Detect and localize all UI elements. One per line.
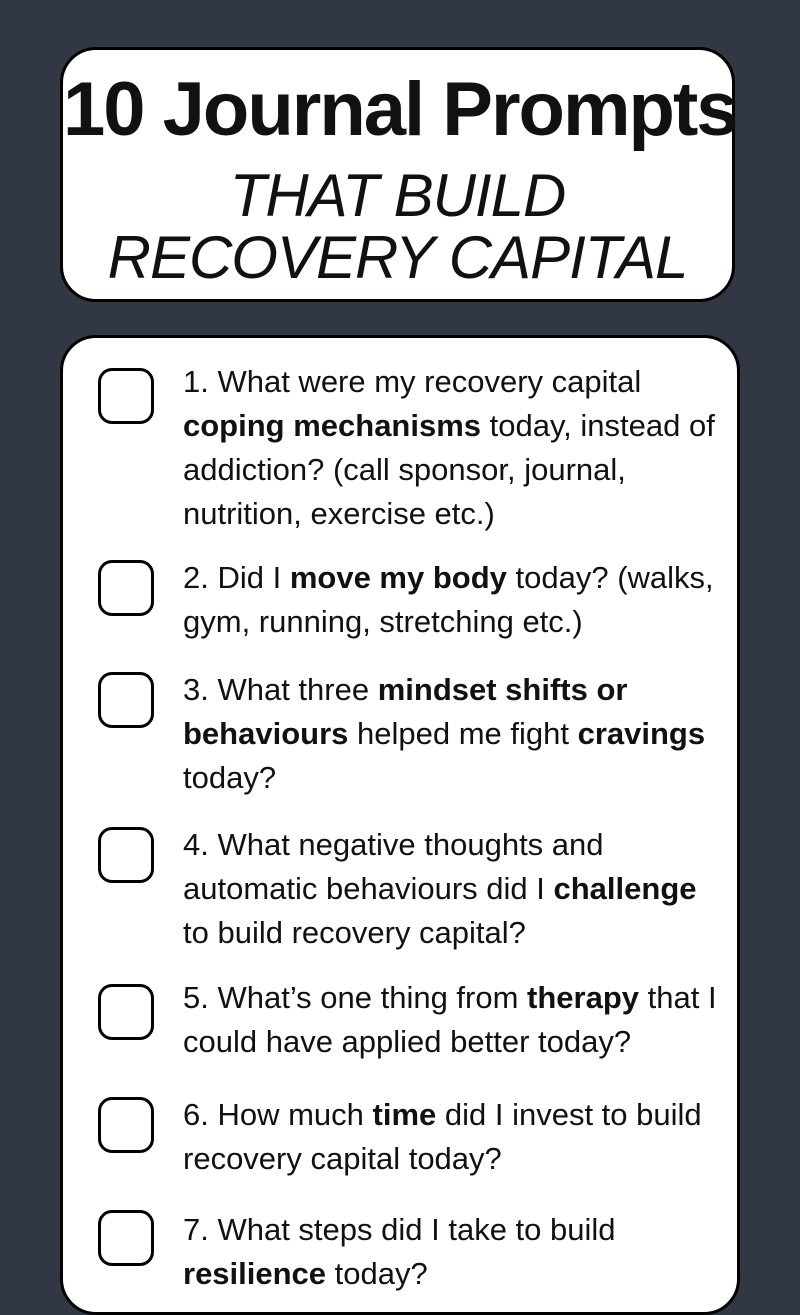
prompt-checkbox[interactable] xyxy=(98,984,154,1040)
prompt-text: 6. How much time did I invest to build recovery capital today? xyxy=(183,1097,702,1176)
prompt-checklist xyxy=(60,335,740,1315)
prompt-checkbox[interactable] xyxy=(98,1210,154,1266)
title-card xyxy=(60,47,735,302)
prompt-text: 7. What steps did I take to build resilience today? xyxy=(183,1212,616,1291)
page-subtitle xyxy=(63,162,732,291)
subtitle-line-1: THAT BUILD xyxy=(229,162,566,229)
prompt-checkbox[interactable] xyxy=(98,560,154,616)
prompt-text: 5. What’s one thing from therapy that I could have applied better today? xyxy=(183,980,717,1059)
prompt-text: 2. Did I move my body today? (walks, gym, running, stretching etc.) xyxy=(183,560,714,639)
prompt-checkbox[interactable] xyxy=(98,368,154,424)
page-title: 10 Journal Prompts xyxy=(63,67,737,152)
prompt-checkbox[interactable] xyxy=(98,672,154,728)
prompt-text: 3. What three mindset shifts or behaviours helped me fight cravings today? xyxy=(183,672,706,795)
prompt-checkbox[interactable] xyxy=(98,1097,154,1153)
prompt-text: 4. What negative thoughts and automatic behaviours did I challenge to build recovery capital? xyxy=(183,827,697,950)
subtitle-line-2: RECOVERY CAPITAL xyxy=(107,224,688,291)
prompt-text: 1. What were my recovery capital coping mechanisms today, instead of addiction? (call sponsor, journal, nutrition, exercise etc.) xyxy=(183,364,715,531)
prompt-checkbox[interactable] xyxy=(98,827,154,883)
